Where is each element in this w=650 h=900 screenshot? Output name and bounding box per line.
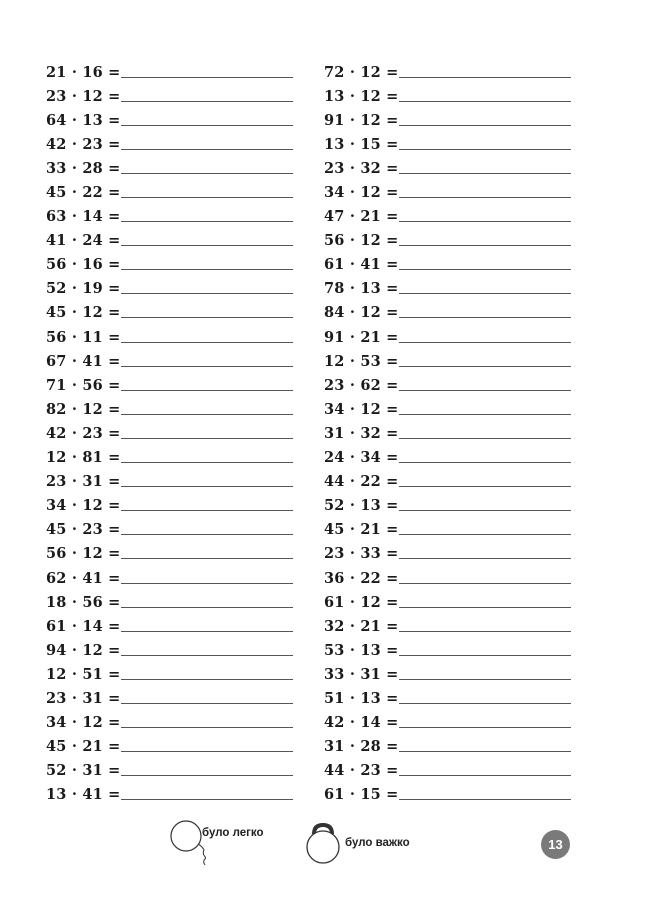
answer-line[interactable] — [399, 390, 571, 391]
problem-expression: 36 · 22 = — [324, 569, 399, 587]
problem-expression: 21 · 16 = — [46, 63, 121, 81]
problem-expression: 45 · 21 = — [46, 738, 121, 756]
problem-row — [46, 205, 293, 229]
problem-row — [46, 60, 293, 84]
problem-row — [324, 783, 571, 807]
problem-row — [46, 759, 293, 783]
answer-line[interactable] — [121, 390, 293, 391]
problem-row — [46, 446, 293, 470]
problem-expression: 56 · 11 = — [46, 328, 121, 346]
answer-line[interactable] — [399, 101, 571, 102]
answer-line[interactable] — [121, 149, 293, 150]
problem-row — [46, 614, 293, 638]
answer-line[interactable] — [121, 77, 293, 78]
problem-row — [324, 229, 571, 253]
problem-expression: 78 · 13 = — [324, 280, 399, 298]
answer-line[interactable] — [399, 799, 571, 800]
problem-expression: 63 · 14 = — [46, 208, 121, 226]
problem-expression: 61 · 41 = — [324, 256, 399, 274]
answer-line[interactable] — [399, 221, 571, 222]
answer-line[interactable] — [399, 607, 571, 608]
answer-line[interactable] — [399, 245, 571, 246]
problem-expression: 82 · 12 = — [46, 400, 121, 418]
answer-line[interactable] — [399, 558, 571, 559]
answer-line[interactable] — [121, 534, 293, 535]
problem-row — [46, 590, 293, 614]
problem-row — [46, 662, 293, 686]
problem-row — [324, 84, 571, 108]
problem-row — [324, 662, 571, 686]
answer-line[interactable] — [121, 510, 293, 511]
problem-row — [324, 518, 571, 542]
problem-expression: 94 · 12 = — [46, 641, 121, 659]
problem-expression: 13 · 15 = — [324, 135, 399, 153]
answer-line[interactable] — [399, 655, 571, 656]
answer-line[interactable] — [121, 799, 293, 800]
answer-line[interactable] — [399, 293, 571, 294]
problem-row — [324, 735, 571, 759]
problem-row — [46, 518, 293, 542]
problem-row — [324, 590, 571, 614]
problem-row — [324, 325, 571, 349]
problem-expression: 34 · 12 = — [46, 497, 121, 515]
answer-line[interactable] — [399, 534, 571, 535]
problem-expression: 33 · 28 = — [46, 159, 121, 177]
problem-expression: 61 · 12 = — [324, 593, 399, 611]
kettlebell-icon — [303, 818, 343, 870]
problem-expression: 51 · 13 = — [324, 689, 399, 707]
problem-row — [46, 566, 293, 590]
answer-line[interactable] — [399, 679, 571, 680]
problem-expression: 91 · 12 = — [324, 111, 399, 129]
problem-expression: 13 · 12 = — [324, 87, 399, 105]
problem-row — [324, 156, 571, 180]
problem-row — [46, 180, 293, 204]
problem-row — [324, 494, 571, 518]
problem-expression: 45 · 21 = — [324, 521, 399, 539]
answer-line[interactable] — [121, 101, 293, 102]
easy-label: було легко — [202, 827, 264, 839]
right-column — [324, 60, 571, 807]
problem-row — [46, 156, 293, 180]
answer-line[interactable] — [399, 703, 571, 704]
problem-expression: 13 · 41 = — [46, 786, 121, 804]
problem-expression: 42 · 23 = — [46, 424, 121, 442]
problem-expression: 61 · 15 = — [324, 786, 399, 804]
problem-row — [46, 373, 293, 397]
problem-row — [324, 470, 571, 494]
answer-line[interactable] — [399, 775, 571, 776]
problem-row — [324, 108, 571, 132]
problem-row — [46, 735, 293, 759]
problem-row — [46, 783, 293, 807]
problem-row — [46, 84, 293, 108]
answer-line[interactable] — [399, 631, 571, 632]
problem-expression: 91 · 21 = — [324, 328, 399, 346]
answer-line[interactable] — [399, 342, 571, 343]
problem-row — [324, 397, 571, 421]
answer-line[interactable] — [399, 317, 571, 318]
answer-line[interactable] — [121, 245, 293, 246]
problem-row — [46, 686, 293, 710]
problem-expression: 31 · 32 = — [324, 424, 399, 442]
problem-expression: 34 · 12 = — [324, 400, 399, 418]
problem-expression: 64 · 13 = — [46, 111, 121, 129]
answer-line[interactable] — [121, 486, 293, 487]
answer-line[interactable] — [121, 583, 293, 584]
problem-row — [324, 205, 571, 229]
problem-row — [324, 711, 571, 735]
problem-expression: 52 · 13 = — [324, 497, 399, 515]
page-number-badge: 13 — [541, 830, 570, 859]
problem-expression: 72 · 12 = — [324, 63, 399, 81]
problem-row — [324, 686, 571, 710]
problem-expression: 34 · 12 = — [46, 714, 121, 732]
problem-expression: 41 · 24 = — [46, 232, 121, 250]
answer-line[interactable] — [121, 366, 293, 367]
problem-row — [46, 494, 293, 518]
problem-expression: 62 · 41 = — [46, 569, 121, 587]
answer-line[interactable] — [121, 607, 293, 608]
problem-row — [324, 132, 571, 156]
answer-line[interactable] — [399, 414, 571, 415]
problem-expression: 32 · 21 = — [324, 617, 399, 635]
problem-expression: 12 · 51 = — [46, 665, 121, 683]
answer-line[interactable] — [121, 197, 293, 198]
problem-row — [46, 325, 293, 349]
answer-line[interactable] — [399, 77, 571, 78]
answer-line[interactable] — [121, 269, 293, 270]
answer-line[interactable] — [121, 293, 293, 294]
problem-row — [46, 229, 293, 253]
problem-expression: 45 · 12 = — [46, 304, 121, 322]
problem-row — [46, 277, 293, 301]
problem-expression: 23 · 31 = — [46, 473, 121, 491]
balloon-icon — [168, 818, 206, 874]
hard-label: було важко — [345, 837, 410, 849]
problem-row — [46, 542, 293, 566]
answer-line[interactable] — [121, 631, 293, 632]
answer-line[interactable] — [121, 727, 293, 728]
problem-expression: 44 · 23 = — [324, 762, 399, 780]
answer-line[interactable] — [399, 438, 571, 439]
answer-line[interactable] — [121, 173, 293, 174]
answer-line[interactable] — [399, 583, 571, 584]
problem-row — [324, 638, 571, 662]
problem-row — [324, 373, 571, 397]
hard-indicator[interactable] — [303, 818, 410, 870]
answer-line[interactable] — [399, 366, 571, 367]
easy-indicator[interactable] — [168, 818, 264, 874]
answer-line[interactable] — [121, 342, 293, 343]
problem-expression: 84 · 12 = — [324, 304, 399, 322]
problem-expression: 71 · 56 = — [46, 376, 121, 394]
problem-row — [46, 253, 293, 277]
answer-line[interactable] — [399, 727, 571, 728]
answer-line[interactable] — [399, 269, 571, 270]
problem-expression: 31 · 28 = — [324, 738, 399, 756]
problem-expression: 23 · 31 = — [46, 689, 121, 707]
problem-row — [46, 470, 293, 494]
answer-line[interactable] — [121, 414, 293, 415]
problem-expression: 23 · 12 = — [46, 87, 121, 105]
problem-row — [46, 421, 293, 445]
problem-row — [324, 253, 571, 277]
problem-expression: 23 · 32 = — [324, 159, 399, 177]
problem-row — [46, 711, 293, 735]
answer-line[interactable] — [121, 775, 293, 776]
problem-expression: 42 · 23 = — [46, 135, 121, 153]
answer-line[interactable] — [121, 655, 293, 656]
problem-row — [324, 614, 571, 638]
problem-expression: 45 · 23 = — [46, 521, 121, 539]
problem-expression: 44 · 22 = — [324, 473, 399, 491]
problem-expression: 56 · 12 = — [324, 232, 399, 250]
answer-line[interactable] — [121, 751, 293, 752]
answer-line[interactable] — [399, 149, 571, 150]
problem-row — [324, 60, 571, 84]
problem-row — [324, 446, 571, 470]
answer-line[interactable] — [399, 462, 571, 463]
problem-row — [324, 349, 571, 373]
problem-expression: 47 · 21 = — [324, 208, 399, 226]
problem-row — [46, 638, 293, 662]
problem-row — [46, 108, 293, 132]
problem-row — [46, 301, 293, 325]
answer-line[interactable] — [121, 438, 293, 439]
problem-expression: 56 · 12 = — [46, 545, 121, 563]
problem-row — [324, 180, 571, 204]
problem-row — [324, 421, 571, 445]
problem-expression: 18 · 56 = — [46, 593, 121, 611]
answer-line[interactable] — [399, 125, 571, 126]
problem-row — [324, 542, 571, 566]
answer-line[interactable] — [399, 486, 571, 487]
answer-line[interactable] — [399, 510, 571, 511]
problem-row — [46, 132, 293, 156]
problem-row — [324, 566, 571, 590]
problem-expression: 12 · 53 = — [324, 352, 399, 370]
problem-row — [324, 759, 571, 783]
answer-line[interactable] — [121, 221, 293, 222]
problem-expression: 52 · 19 = — [46, 280, 121, 298]
answer-line[interactable] — [399, 751, 571, 752]
answer-line[interactable] — [399, 173, 571, 174]
left-column — [46, 60, 293, 807]
problem-row — [46, 397, 293, 421]
answer-line[interactable] — [121, 558, 293, 559]
problem-expression: 42 · 14 = — [324, 714, 399, 732]
problem-expression: 45 · 22 = — [46, 184, 121, 202]
answer-line[interactable] — [399, 197, 571, 198]
problem-expression: 24 · 34 = — [324, 449, 399, 467]
problem-expression: 23 · 62 = — [324, 376, 399, 394]
answer-line[interactable] — [121, 703, 293, 704]
answer-line[interactable] — [121, 317, 293, 318]
problem-row — [46, 349, 293, 373]
answer-line[interactable] — [121, 679, 293, 680]
problem-expression: 61 · 14 = — [46, 617, 121, 635]
problem-expression: 53 · 13 = — [324, 641, 399, 659]
problem-expression: 67 · 41 = — [46, 352, 121, 370]
problem-expression: 34 · 12 = — [324, 184, 399, 202]
answer-line[interactable] — [121, 462, 293, 463]
problem-expression: 23 · 33 = — [324, 545, 399, 563]
problem-expression: 33 · 31 = — [324, 665, 399, 683]
problem-expression: 52 · 31 = — [46, 762, 121, 780]
problem-row — [324, 301, 571, 325]
problem-expression: 12 · 81 = — [46, 449, 121, 467]
problem-expression: 56 · 16 = — [46, 256, 121, 274]
answer-line[interactable] — [121, 125, 293, 126]
problem-row — [324, 277, 571, 301]
